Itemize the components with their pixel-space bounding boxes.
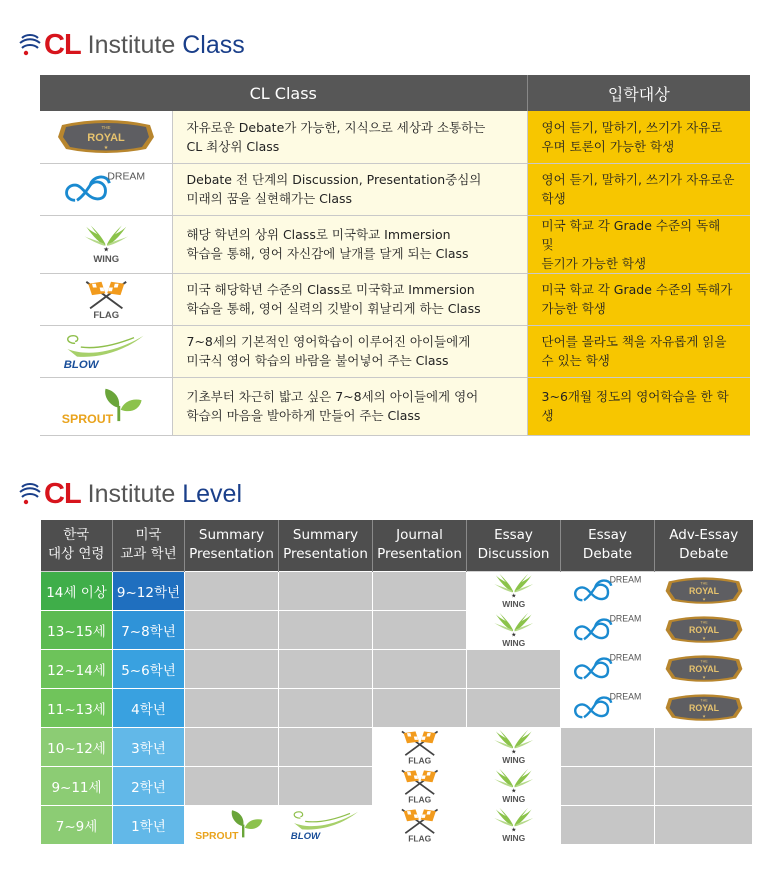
class-row xyxy=(40,215,750,273)
logo-text: DREAM xyxy=(609,691,641,702)
level-empty-cell xyxy=(467,649,561,688)
level-empty-cell xyxy=(279,649,373,688)
logo-text: ROYAL xyxy=(688,663,719,674)
svg-text:★: ★ xyxy=(510,748,517,756)
brand-spark-icon xyxy=(18,481,42,507)
level-row xyxy=(41,688,753,727)
level-logo-cell xyxy=(279,805,373,844)
header-line: Discussion xyxy=(477,546,550,563)
level-row xyxy=(41,766,753,805)
header-line: Presentation xyxy=(377,546,462,563)
level-empty-cell xyxy=(185,649,279,688)
class-header: CL Class xyxy=(40,75,527,111)
grade-cell: 7~8학년 xyxy=(113,610,185,649)
logo-text: WING xyxy=(92,254,119,265)
logo-text: DREAM xyxy=(107,171,146,183)
desc-line: 학습을 통해, 영어 실력의 깃발이 휘날리게 하는 Class xyxy=(186,301,481,316)
desc-line: 학습의 마음을 발아하게 만들어 주는 Class xyxy=(186,408,421,423)
svg-text:★: ★ xyxy=(510,787,517,795)
wing-logo xyxy=(484,806,544,843)
logo-text: DREAM xyxy=(609,652,641,663)
logo-text: WING xyxy=(501,832,526,843)
level-empty-cell xyxy=(655,805,753,844)
dream-logo xyxy=(568,612,648,647)
brand-cl: CL xyxy=(44,28,81,61)
logo-text: BLOW xyxy=(63,359,99,372)
section-title-word: Class xyxy=(182,30,245,59)
class-logo-cell xyxy=(40,377,172,435)
level-empty-cell xyxy=(279,766,373,805)
level-logo-cell xyxy=(655,688,753,727)
header-line: Debate xyxy=(582,546,633,563)
class-target xyxy=(527,163,750,215)
svg-text:★: ★ xyxy=(510,592,517,600)
section-title-word: Level xyxy=(182,479,242,508)
level-header-3 xyxy=(279,520,373,571)
class-target xyxy=(527,325,750,377)
flag-logo xyxy=(390,728,450,765)
level-empty-cell xyxy=(185,688,279,727)
logo-text: ROYAL xyxy=(688,702,719,713)
logo-text: ROYAL xyxy=(688,585,719,596)
class-row xyxy=(40,163,750,215)
class-target xyxy=(527,273,750,325)
header-line: 한국 xyxy=(63,527,90,544)
level-empty-cell xyxy=(185,727,279,766)
wing-logo xyxy=(484,767,544,804)
brand-institute: Institute xyxy=(87,479,176,508)
svg-text:★: ★ xyxy=(510,826,517,834)
level-header-4 xyxy=(373,520,467,571)
age-cell: 12~14세 xyxy=(41,649,113,688)
logo-text: ROYAL xyxy=(688,624,719,635)
level-logo-cell xyxy=(655,649,753,688)
wing-logo xyxy=(73,223,140,265)
target-line: 미국 학교 각 Grade 수준의 독해 및 xyxy=(541,217,721,252)
brand-institute: Institute xyxy=(87,30,176,59)
level-logo-cell xyxy=(655,610,753,649)
level-header-5 xyxy=(467,520,561,571)
logo-text: DREAM xyxy=(609,574,641,585)
header-line: Debate xyxy=(679,546,729,563)
target-line: 영어 듣기, 말하기, 쓰기가 자유로운 xyxy=(541,172,735,187)
header-line: 미국 xyxy=(135,527,162,544)
level-empty-cell xyxy=(373,610,467,649)
level-header-1 xyxy=(113,520,185,571)
level-logo-cell xyxy=(467,766,561,805)
brand-cl: CL xyxy=(44,477,81,510)
class-description xyxy=(172,273,527,325)
logo-top-text: THE xyxy=(699,581,708,586)
header-line: 대상 연령 xyxy=(48,546,105,563)
class-table xyxy=(40,75,750,436)
header-line: Summary xyxy=(198,527,265,544)
age-cell: 7~9세 xyxy=(41,805,113,844)
level-row xyxy=(41,610,753,649)
target-line: 단어를 몰라도 책을 자유롭게 읽을 xyxy=(541,334,727,349)
logo-text: WING xyxy=(501,598,526,609)
dream-logo xyxy=(568,573,648,608)
level-empty-cell xyxy=(373,688,467,727)
level-row xyxy=(41,805,753,844)
level-logo-cell xyxy=(467,571,561,610)
level-row xyxy=(41,727,753,766)
level-empty-cell xyxy=(185,610,279,649)
target-header: 입학대상 xyxy=(527,75,750,111)
desc-line: 해당 학년의 상위 Class로 미국학교 Immersion xyxy=(186,227,451,242)
sprout-logo xyxy=(58,385,153,427)
header-line: 교과 학년 xyxy=(120,546,177,563)
target-line: 듣기가 가능한 학생 xyxy=(541,255,647,271)
logo-text: FLAG xyxy=(407,755,432,766)
grade-cell: 9~12학년 xyxy=(113,571,185,610)
desc-line: Debate 전 단계의 Discussion, Presentation중심의 xyxy=(186,172,482,187)
logo-top-text: THE xyxy=(699,698,708,703)
class-logo-cell xyxy=(40,325,172,377)
class-description xyxy=(172,163,527,215)
logo-text: WING xyxy=(501,793,526,804)
logo-text: FLAG xyxy=(407,794,432,805)
level-row xyxy=(41,649,753,688)
grade-cell: 1학년 xyxy=(113,805,185,844)
desc-line: 기초부터 차근히 밟고 싶은 7~8세의 아이들에게 영어 xyxy=(186,389,479,404)
royal-logo xyxy=(664,653,744,685)
logo-top-text: THE xyxy=(101,124,111,130)
target-line: 가능한 학생 xyxy=(541,301,606,316)
class-logo-cell xyxy=(40,111,172,163)
header-line: Journal xyxy=(396,527,443,544)
class-logo-cell xyxy=(40,273,172,325)
target-line: 학생 xyxy=(541,191,566,206)
svg-text:★: ★ xyxy=(701,635,706,641)
level-empty-cell xyxy=(561,766,655,805)
logo-text: BLOW xyxy=(290,830,320,842)
wing-logo xyxy=(484,611,544,648)
section-title-level xyxy=(18,474,242,514)
level-empty-cell xyxy=(279,610,373,649)
flag-logo xyxy=(390,806,450,843)
svg-text:★: ★ xyxy=(102,245,109,254)
desc-line: CL 최상위 Class xyxy=(186,138,280,154)
age-cell: 9~11세 xyxy=(41,766,113,805)
level-empty-cell xyxy=(561,805,655,844)
class-target xyxy=(527,215,750,273)
royal-logo xyxy=(664,575,744,607)
desc-line: 미래의 꿈을 실현해가는 Class xyxy=(186,191,353,206)
level-empty-cell xyxy=(373,649,467,688)
class-logo-cell xyxy=(40,163,172,215)
level-empty-cell xyxy=(279,688,373,727)
royal-logo xyxy=(664,692,744,724)
wing-logo xyxy=(484,728,544,765)
grade-cell: 3학년 xyxy=(113,727,185,766)
header-line: Presentation xyxy=(283,546,368,563)
level-empty-cell xyxy=(185,571,279,610)
age-cell: 13~15세 xyxy=(41,610,113,649)
logo-text: FLAG xyxy=(92,309,119,320)
level-table xyxy=(40,520,753,845)
blow-logo xyxy=(286,807,366,842)
age-cell: 10~12세 xyxy=(41,727,113,766)
royal-logo xyxy=(664,614,744,646)
desc-line: 미국식 영어 학습의 바람을 불어넣어 주는 Class xyxy=(186,353,449,368)
level-header-2 xyxy=(185,520,279,571)
sprout-logo xyxy=(192,807,272,842)
logo-text: ROYAL xyxy=(87,131,125,144)
level-logo-cell xyxy=(561,649,655,688)
svg-text:★: ★ xyxy=(510,631,517,639)
level-empty-cell xyxy=(655,727,753,766)
level-logo-cell xyxy=(467,805,561,844)
class-description xyxy=(172,377,527,435)
logo-text: SPROUT xyxy=(62,412,114,427)
target-line: 영어 듣기, 말하기, 쓰기가 자유로 xyxy=(541,119,723,135)
logo-text: WING xyxy=(501,754,526,765)
logo-text: FLAG xyxy=(407,833,432,844)
flag-logo xyxy=(73,278,140,320)
logo-text: SPROUT xyxy=(194,830,238,842)
class-target xyxy=(527,377,750,435)
logo-text: DREAM xyxy=(609,613,641,624)
royal-logo xyxy=(56,117,156,157)
target-line: 수 있는 학생 xyxy=(541,353,610,368)
logo-top-text: THE xyxy=(699,659,708,664)
wing-logo xyxy=(484,572,544,609)
level-header-6 xyxy=(561,520,655,571)
target-line: 3~6개월 정도의 영어학습을 한 학생 xyxy=(541,389,729,423)
dream-logo xyxy=(568,690,648,725)
class-row xyxy=(40,325,750,377)
class-target xyxy=(527,111,750,163)
target-line: 미국 학교 각 Grade 수준의 독해가 xyxy=(541,282,733,297)
class-description xyxy=(172,215,527,273)
level-row xyxy=(41,571,753,610)
header-line: Summary xyxy=(292,527,359,544)
desc-line: 7~8세의 기본적인 영어학습이 이루어진 아이들에게 xyxy=(186,334,471,349)
header-line: Essay xyxy=(494,527,533,544)
grade-cell: 4학년 xyxy=(113,688,185,727)
header-line: Adv-Essay xyxy=(669,527,739,544)
level-logo-cell xyxy=(655,571,753,610)
dream-logo xyxy=(568,651,648,686)
level-logo-cell xyxy=(467,727,561,766)
level-empty-cell xyxy=(279,571,373,610)
level-header-7 xyxy=(655,520,753,571)
desc-line: 자유로운 Debate가 가능한, 지식으로 세상과 소통하는 xyxy=(186,119,486,135)
level-logo-cell xyxy=(561,571,655,610)
desc-line: 미국 해당학년 수준의 Class로 미국학교 Immersion xyxy=(186,282,475,297)
level-header-0 xyxy=(41,520,113,571)
class-description xyxy=(172,111,527,163)
level-logo-cell xyxy=(561,688,655,727)
class-description xyxy=(172,325,527,377)
flag-logo xyxy=(390,767,450,804)
class-row xyxy=(40,111,750,163)
level-empty-cell xyxy=(655,766,753,805)
grade-cell: 5~6학년 xyxy=(113,649,185,688)
age-cell: 11~13세 xyxy=(41,688,113,727)
level-logo-cell xyxy=(467,610,561,649)
brand-spark-icon xyxy=(18,32,42,58)
dream-logo xyxy=(58,168,153,210)
logo-text: WING xyxy=(501,637,526,648)
header-line: Essay xyxy=(588,527,627,544)
svg-text:★: ★ xyxy=(103,144,108,151)
level-empty-cell xyxy=(467,688,561,727)
level-logo-cell xyxy=(373,805,467,844)
section-title-class xyxy=(18,25,245,65)
level-empty-cell xyxy=(279,727,373,766)
level-logo-cell xyxy=(185,805,279,844)
level-logo-cell xyxy=(373,727,467,766)
target-line: 우며 토론이 가능한 학생 xyxy=(541,138,675,154)
level-empty-cell xyxy=(373,571,467,610)
svg-text:★: ★ xyxy=(701,713,706,719)
svg-text:★: ★ xyxy=(701,674,706,680)
level-logo-cell xyxy=(373,766,467,805)
age-cell: 14세 이상 xyxy=(41,571,113,610)
class-row xyxy=(40,377,750,435)
logo-top-text: THE xyxy=(699,620,708,625)
desc-line: 학습을 통해, 영어 자신감에 날개를 달게 되는 Class xyxy=(186,246,469,261)
level-logo-cell xyxy=(561,610,655,649)
blow-logo xyxy=(58,330,153,372)
class-row xyxy=(40,273,750,325)
level-empty-cell xyxy=(561,727,655,766)
class-logo-cell xyxy=(40,215,172,273)
svg-text:★: ★ xyxy=(701,596,706,602)
grade-cell: 2학년 xyxy=(113,766,185,805)
level-empty-cell xyxy=(185,766,279,805)
header-line: Presentation xyxy=(189,546,274,563)
